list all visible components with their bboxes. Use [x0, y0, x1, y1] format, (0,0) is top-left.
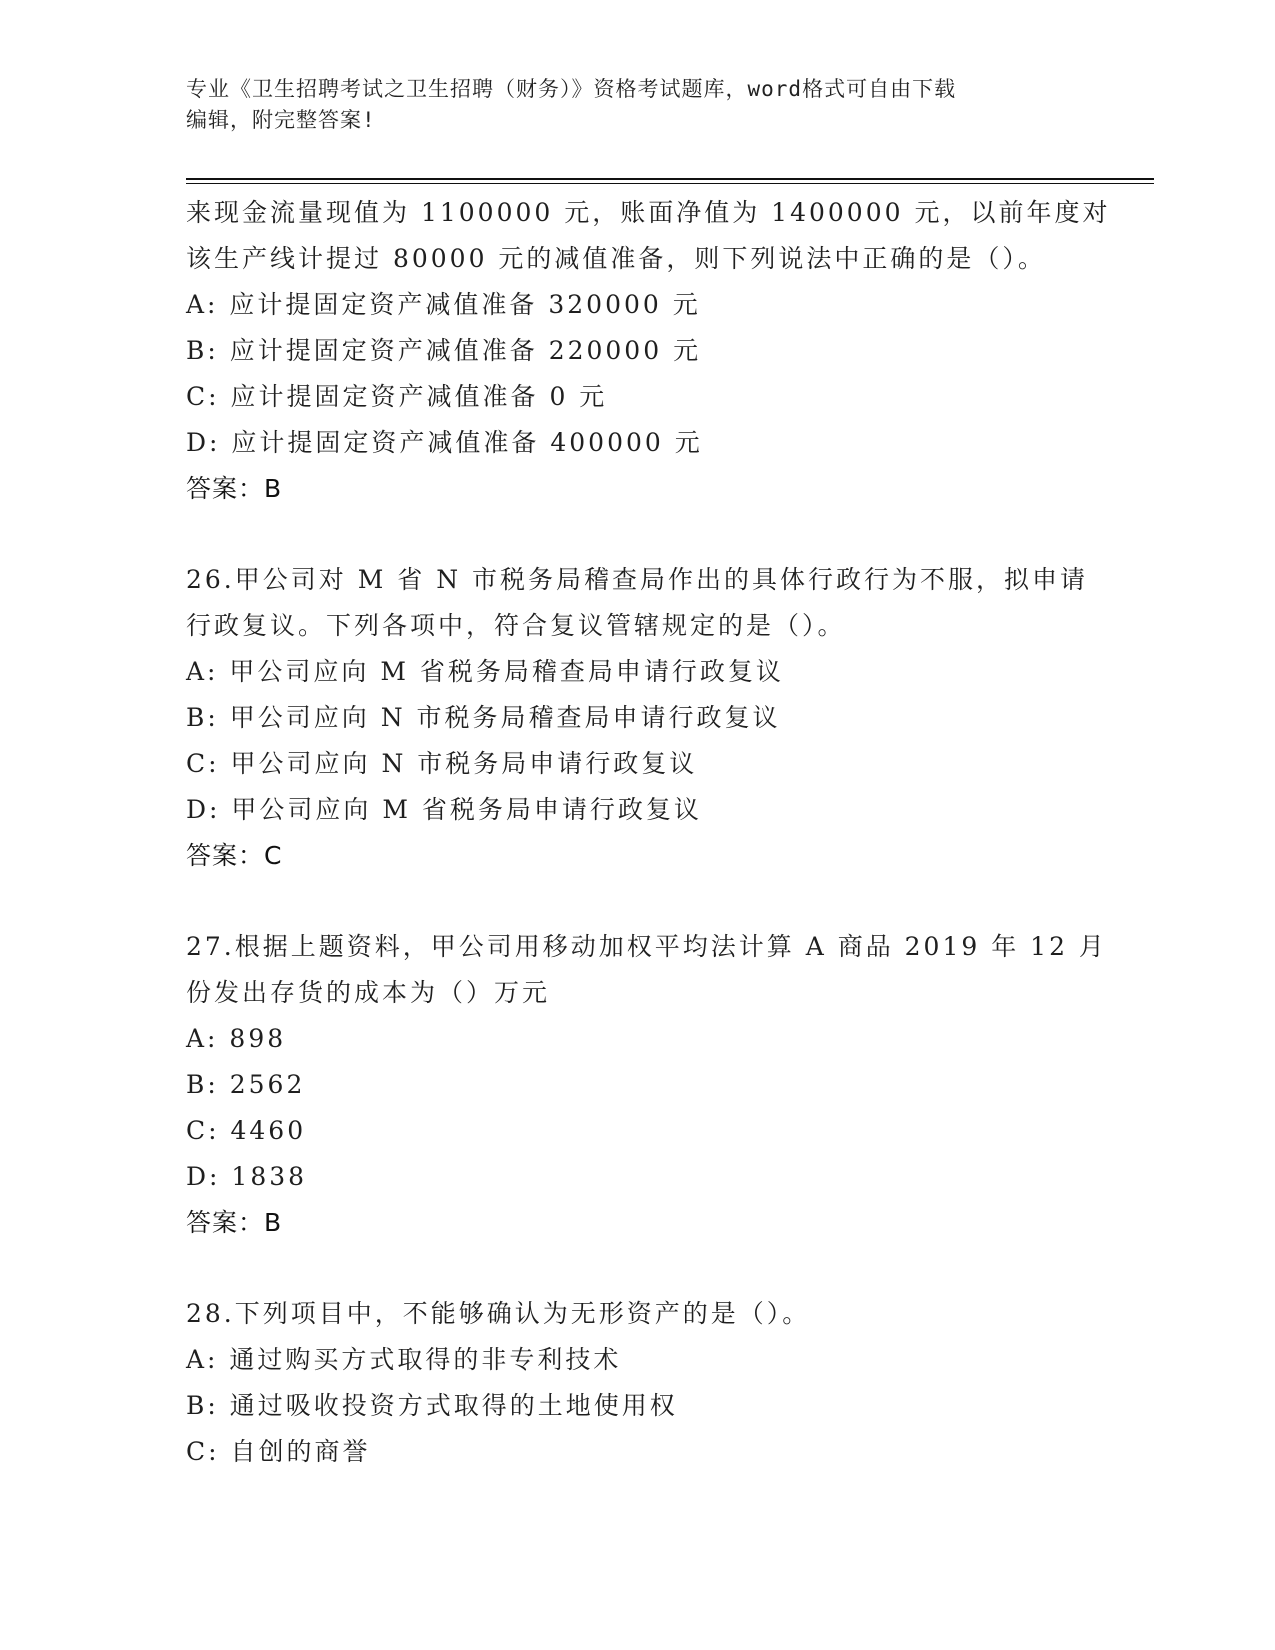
option-d: D: 甲公司应向 M 省税务局申请行政复议	[186, 795, 702, 824]
option-c: C: 应计提固定资产减值准备 0 元	[186, 382, 608, 411]
question-list	[186, 190, 1111, 1475]
option-d: D: 应计提固定资产减值准备 400000 元	[186, 428, 703, 457]
question-text: 该生产线计提过 80000 元的减值准备，则下列说法中正确的是（）。	[186, 244, 1046, 273]
option-a: A: 甲公司应向 M 省税务局稽查局申请行政复议	[186, 657, 784, 686]
document-header	[186, 74, 1086, 136]
header-rule-thin	[186, 183, 1154, 184]
spacer	[186, 1246, 1086, 1291]
option-b: B: 甲公司应向 N 市税务局稽查局申请行政复议	[186, 703, 781, 732]
question-27	[186, 924, 1107, 1246]
option-c: C: 自创的商誉	[186, 1437, 371, 1466]
question-text: 行政复议。下列各项中，符合复议管辖规定的是（）。	[186, 611, 846, 640]
option-b: B: 通过吸收投资方式取得的土地使用权	[186, 1391, 678, 1420]
option-c: C: 甲公司应向 N 市税务局申请行政复议	[186, 749, 698, 778]
option-a: A: 应计提固定资产减值准备 320000 元	[186, 290, 701, 319]
answer-label: 答案：B	[186, 474, 283, 503]
option-c: C: 4460	[186, 1116, 307, 1145]
question-text: 28.下列项目中，不能够确认为无形资产的是（）。	[186, 1299, 811, 1328]
answer-label: 答案：B	[186, 1208, 283, 1237]
question-25	[186, 190, 1111, 512]
option-a: A: 通过购买方式取得的非专利技术	[186, 1345, 622, 1374]
option-b: B: 应计提固定资产减值准备 220000 元	[186, 336, 702, 365]
question-text: 份发出存货的成本为（）万元	[186, 978, 551, 1007]
option-d: D: 1838	[186, 1162, 308, 1191]
header-line-2: 编辑，附完整答案!	[186, 108, 376, 132]
header-rule-thick	[186, 178, 1154, 180]
question-text: 来现金流量现值为 1100000 元，账面净值为 1400000 元，以前年度对	[186, 198, 1111, 227]
question-28	[186, 1291, 1086, 1475]
answer-label: 答案：C	[186, 841, 283, 870]
spacer	[186, 512, 1086, 557]
spacer	[186, 879, 1086, 924]
question-text: 26.甲公司对 M 省 N 市税务局稽查局作出的具体行政行为不服，拟申请	[186, 565, 1089, 594]
question-text: 27.根据上题资料，甲公司用移动加权平均法计算 A 商品 2019 年 12 月	[186, 932, 1107, 961]
option-a: A: 898	[186, 1024, 287, 1053]
header-line-1: 专业《卫生招聘考试之卫生招聘（财务）》资格考试题库，word格式可自由下载	[186, 77, 957, 101]
option-b: B: 2562	[186, 1070, 306, 1099]
question-26	[186, 557, 1089, 879]
